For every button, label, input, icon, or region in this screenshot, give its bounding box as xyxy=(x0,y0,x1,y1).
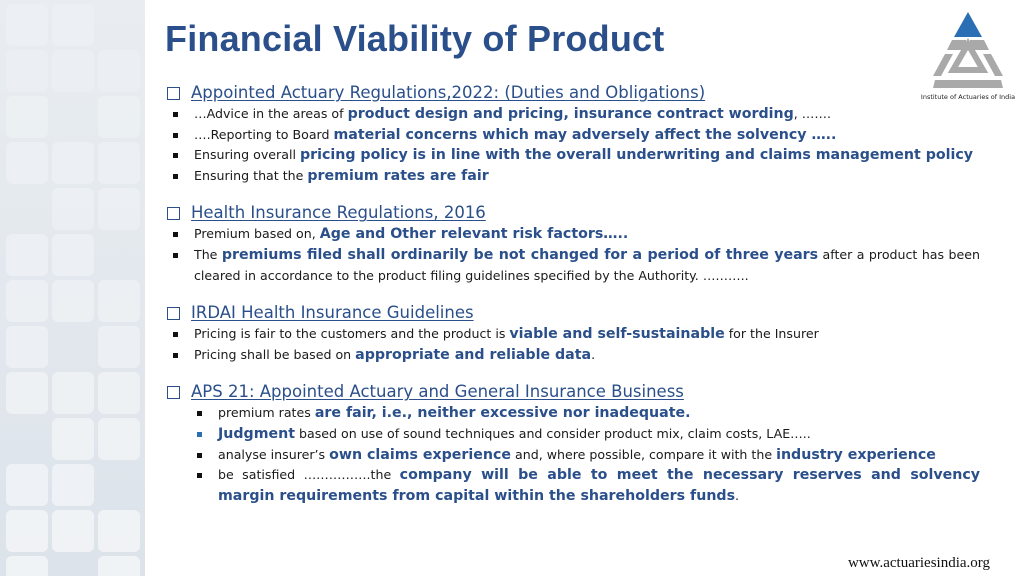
decorative-tile xyxy=(6,142,48,184)
bullet-item xyxy=(165,345,980,366)
bullet-item xyxy=(165,224,980,245)
bullet-item xyxy=(165,104,980,125)
decorative-tile xyxy=(98,372,140,414)
highlighted-text: are fair, i.e., neither excessive nor inadequate. xyxy=(314,405,691,422)
bullet-text: , ……. xyxy=(793,106,831,121)
decorative-tile xyxy=(6,234,48,276)
bullet-item xyxy=(165,125,980,146)
section-heading xyxy=(165,302,980,324)
bullet-text: analyse insurer’s xyxy=(218,446,330,462)
decorative-tile xyxy=(6,372,48,414)
bullet-list xyxy=(165,104,980,186)
bullet-text: for the Insurer xyxy=(724,326,819,342)
decorative-tile xyxy=(98,510,140,552)
decorative-tile xyxy=(98,280,140,322)
decorative-tile xyxy=(52,372,94,414)
highlighted-text: viable and self-sustainable xyxy=(509,326,725,343)
highlighted-text: appropriate and reliable data xyxy=(355,346,592,363)
section-heading-text: Health Insurance Regulations, 2016 xyxy=(191,203,486,223)
bullet-item xyxy=(165,424,980,445)
highlighted-text: pricing policy is in line with the overall underwriting and claims management policy xyxy=(299,147,974,164)
decorative-tile xyxy=(98,326,140,368)
decorative-side-panel xyxy=(0,0,145,576)
slide-content xyxy=(165,82,980,522)
decorative-tile xyxy=(98,188,140,230)
bullet-text: after a product has been cleared in accordance to the product filing guidelines specified by the Authority. ……….. xyxy=(194,246,980,283)
highlighted-text: product design and pricing, insurance contract wording xyxy=(347,106,794,122)
decorative-tile xyxy=(98,418,140,460)
decorative-tile xyxy=(6,280,48,322)
bullet-item xyxy=(165,324,980,345)
bullet-text: Ensuring that the xyxy=(194,167,308,183)
decorative-tile xyxy=(52,142,94,184)
highlighted-text: Judgment xyxy=(218,425,295,442)
highlighted-text: premium rates are fair xyxy=(307,167,489,184)
decorative-tile xyxy=(52,464,94,506)
bullet-text: The xyxy=(194,246,222,262)
bullet-text: ….Reporting to Board xyxy=(194,126,334,142)
decorative-tile xyxy=(52,510,94,552)
bullet-list xyxy=(165,324,980,365)
decorative-tile xyxy=(6,464,48,506)
highlighted-text: Age and Other relevant risk factors….. xyxy=(319,226,629,243)
decorative-tile xyxy=(6,510,48,552)
page-title: Financial Viability of Product xyxy=(165,18,665,59)
bullet-text: and, where possible, compare it with the xyxy=(511,446,777,462)
decorative-tile xyxy=(52,50,94,92)
hollow-square-bullet-icon xyxy=(167,386,180,399)
hollow-square-bullet-icon xyxy=(167,87,180,100)
decorative-tile xyxy=(6,556,48,576)
highlighted-text: company will be able to meet the necessary reserves and solvency margin requirements from capital within the shareholders funds xyxy=(218,467,981,504)
decorative-tile xyxy=(52,418,94,460)
bullet-list xyxy=(165,403,980,506)
bullet-text: premium rates xyxy=(218,405,315,421)
decorative-tile xyxy=(52,234,94,276)
bullet-text: be satisfied …………….the xyxy=(218,467,400,483)
decorative-tile xyxy=(52,188,94,230)
bullet-item xyxy=(165,245,980,286)
decorative-tile xyxy=(98,142,140,184)
bullet-item xyxy=(165,403,980,424)
bullet-item xyxy=(165,445,980,466)
section xyxy=(165,202,980,286)
decorative-tile xyxy=(52,280,94,322)
section-heading-text: APS 21: Appointed Actuary and General Insurance Business xyxy=(191,382,684,402)
highlighted-text: industry experience xyxy=(776,446,936,463)
bullet-text: …Advice in the areas of xyxy=(194,106,348,121)
decorative-tile xyxy=(98,556,140,576)
decorative-tile xyxy=(98,50,140,92)
highlighted-text: premiums filed shall ordinarily be not changed for a period of three years xyxy=(221,246,819,263)
logo-caption: Institute of Actuaries of India xyxy=(920,93,1016,101)
section xyxy=(165,381,980,506)
bullet-list xyxy=(165,224,980,286)
decorative-tile xyxy=(6,50,48,92)
section xyxy=(165,82,980,186)
section-heading xyxy=(165,202,980,224)
bullet-text: . xyxy=(591,346,596,362)
hollow-square-bullet-icon xyxy=(167,207,180,220)
bullet-text: Premium based on, xyxy=(194,226,320,242)
actuaries-triangle-logo-icon xyxy=(931,10,1005,90)
section-heading-text: Appointed Actuary Regulations,2022: (Duties and Obligations) xyxy=(191,83,706,102)
footer-url: www.actuariesindia.org xyxy=(847,555,990,571)
decorative-tile xyxy=(52,4,94,46)
decorative-tile xyxy=(98,96,140,138)
bullet-item xyxy=(165,145,980,166)
section-heading-text: IRDAI Health Insurance Guidelines xyxy=(191,303,474,323)
section-heading xyxy=(165,82,980,104)
bullet-text: based on use of sound techniques and consider product mix, claim costs, LAE….. xyxy=(294,425,811,441)
bullet-text: . xyxy=(735,487,740,503)
bullet-item xyxy=(165,166,980,187)
decorative-tile xyxy=(6,326,48,368)
section xyxy=(165,302,980,365)
highlighted-text: material concerns which may adversely affect the solvency ….. xyxy=(333,126,837,143)
bullet-text: Pricing is fair to the customers and the product is xyxy=(194,326,510,342)
decorative-tile xyxy=(6,4,48,46)
bullet-item xyxy=(165,465,980,506)
decorative-tile xyxy=(6,96,48,138)
highlighted-text: own claims experience xyxy=(329,446,512,463)
hollow-square-bullet-icon xyxy=(167,307,180,320)
bullet-text: Ensuring overall xyxy=(194,147,300,163)
bullet-text: Pricing shall be based on xyxy=(194,346,356,362)
section-heading xyxy=(165,381,980,403)
